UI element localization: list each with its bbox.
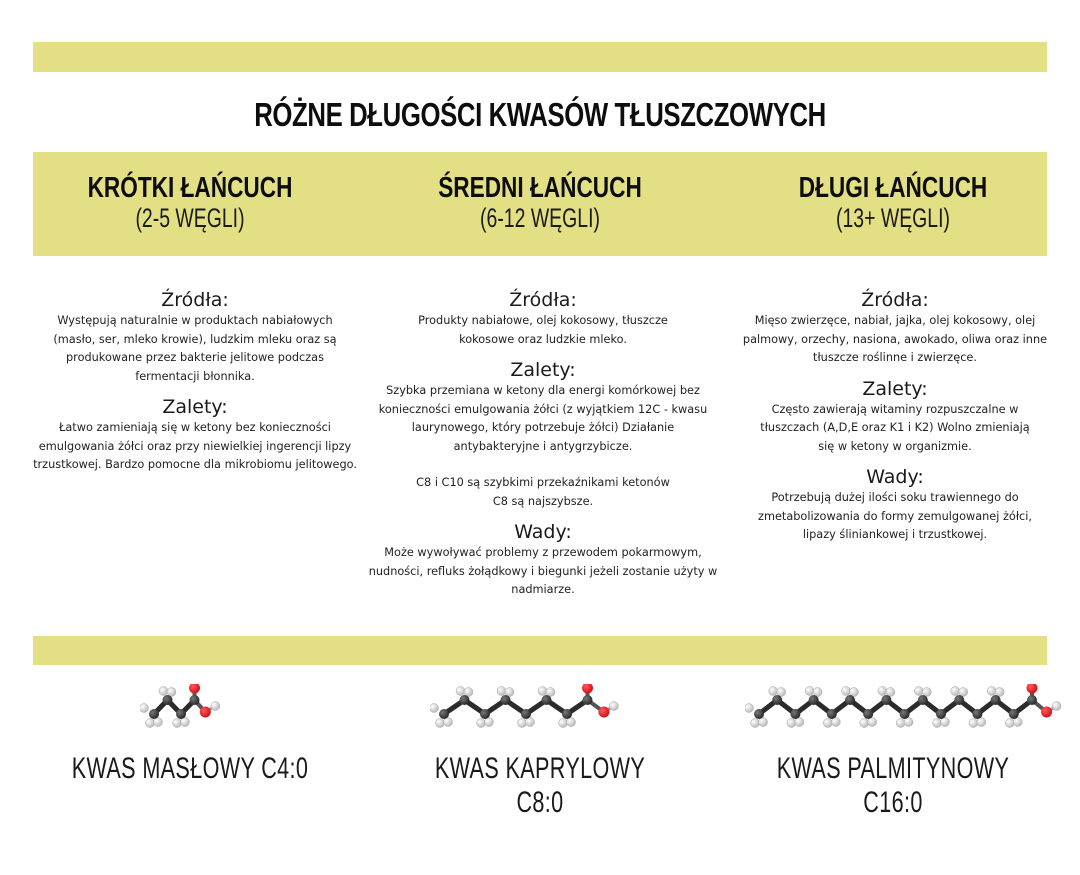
caprylic-acid-molecule-icon: [430, 684, 628, 732]
sources-title: Źródła:: [161, 289, 229, 311]
column-heading-short: [10, 172, 370, 232]
sources-text: Mięso zwierzęce, nabiał, jajka, olej kokosowy, olej palmowy, orzechy, nasiona, awokado, oliwa oraz inne tłuszcze roślinne i zwierzęce.: [742, 314, 1048, 364]
subheading-short-chain: (2-5 WĘGLI): [135, 203, 245, 233]
butyric-acid-molecule-icon: [140, 684, 230, 732]
molecule-label-palmitic: KWAS PALMITYNOWY C16:0: [776, 752, 1010, 819]
heading-short-chain: KRÓTKI ŁAŃCUCH: [87, 172, 293, 204]
top-accent-band: [33, 42, 1047, 72]
cons-text: Potrzebują dużej ilości soku trawiennego do zmetabolizowania do formy zemulgowanej żółci, lipazy śliniankowej i trzustkowej.: [758, 491, 1032, 541]
subheading-medium-chain: (6-12 WĘGLI): [480, 203, 600, 233]
cons-title: Wady:: [514, 521, 572, 543]
heading-long-chain: DŁUGI ŁAŃCUCH: [798, 172, 988, 204]
subheading-long-chain: (13+ WĘGLI): [836, 203, 950, 233]
sources-text: Produkty nabiałowe, olej kokosowy, tłuszcze kokosowe oraz ludzkie mleko.: [418, 314, 668, 346]
column-heading-long: [713, 172, 1073, 232]
cons-title: Wady:: [866, 466, 924, 488]
sources-text: Występują naturalnie w produktach nabiałowych (masło, ser, mleko krowie), ludzkim mleku oraz są produkowane przez bakterie jelitowe podczas fermentacji błonnika.: [53, 314, 337, 383]
pros-title: Zalety:: [510, 359, 576, 381]
cons-text: Może wywoływać problemy z przewodem pokarmowym, nudności, refluks żołądkowy i biegunki jeżeli zostanie użyty w nadmiarze.: [368, 546, 718, 596]
pros-text: Szybka przemiana w ketony dla energi komórkowej bez konieczności emulgowania żółci (z wyjątkiem 12C - kwasu laurynowego, który potrzebuje żółci) Działanie antybakteryjne i antygrzybicze.: [378, 384, 708, 453]
column-medium-chain: [358, 288, 728, 600]
page-title: RÓŻNE DŁUGOŚCI KWASÓW TŁUSZCZOWYCH: [254, 96, 826, 133]
bottom-accent-band: [33, 636, 1047, 665]
pros-title: Zalety:: [862, 377, 928, 400]
pros-title: Zalety:: [162, 396, 228, 418]
pros-note: C8 i C10 są szybkimi przekaźnikami ketonów C8 są najszybsze.: [416, 476, 670, 508]
heading-medium-chain: ŚREDNI ŁAŃCUCH: [438, 172, 642, 204]
molecule-label-caprylic: KWAS KAPRYLOWY C8:0: [434, 752, 646, 819]
pros-text: Często zawierają witaminy rozpuszczalne w tłuszczach (A,D,E oraz K1 i K2) Wolno zmieniają się w ketony w organizmie.: [760, 402, 1030, 453]
sources-title: Źródła:: [861, 289, 929, 311]
column-short-chain: [30, 288, 360, 475]
palmitic-acid-molecule-icon: [745, 684, 1071, 732]
pros-text: Łatwo zamieniają się w ketony bez konieczności emulgowania żółci oraz przy niewielkiej ingerencji lipzy trzustkowej. Bardzo pomocne dla mikrobiomu jelitowego.: [33, 421, 357, 471]
molecule-label-butyric: KWAS MASŁOWY C4:0: [71, 752, 309, 785]
sources-title: Źródła:: [509, 289, 577, 311]
column-heading-medium: [360, 172, 720, 232]
column-long-chain: [730, 288, 1060, 545]
